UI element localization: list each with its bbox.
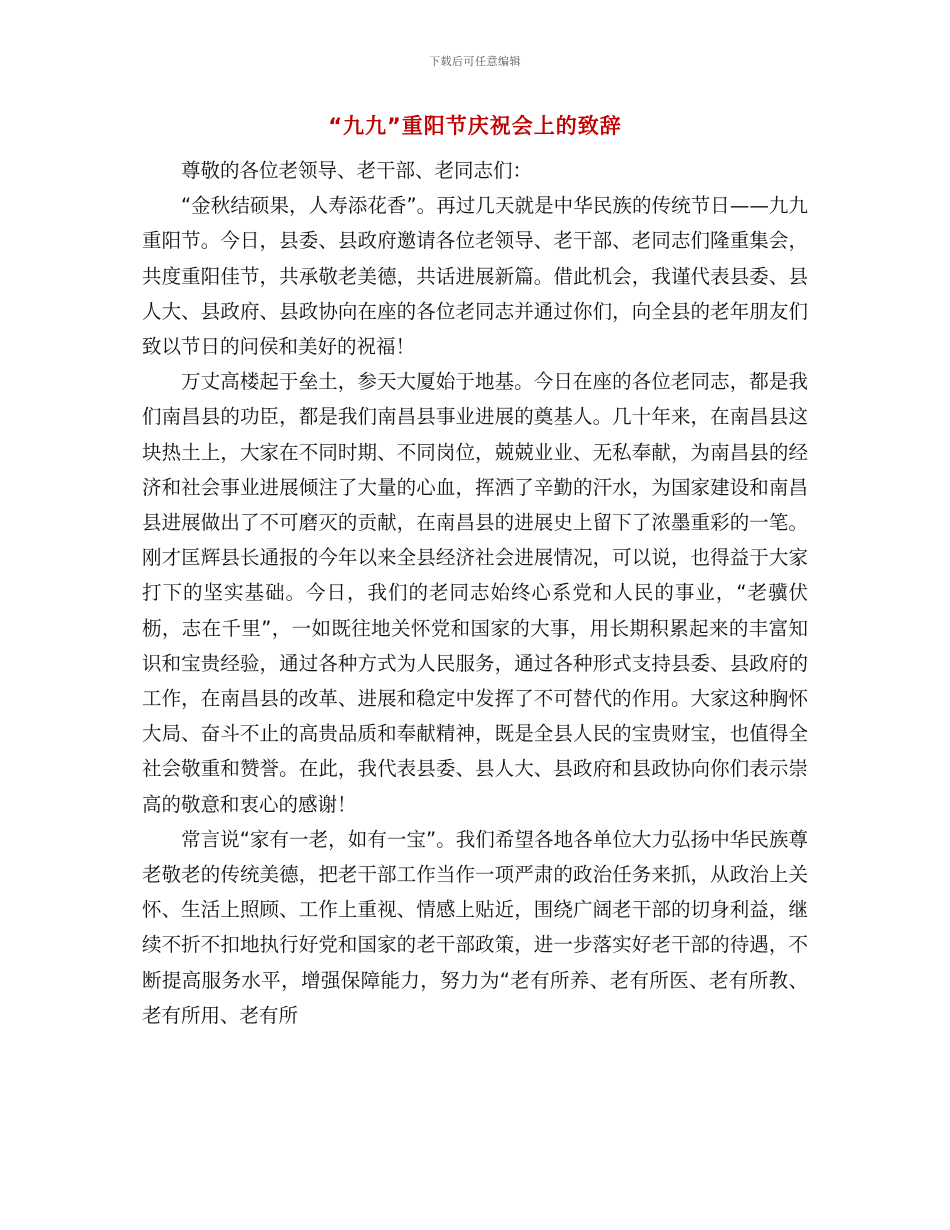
page-header-note: 下载后可任意编辑 [429,55,521,68]
paragraph-2: 万丈高楼起于垒土，参天大厦始于地基。今日在座的各位老同志，都是我们南昌县的功臣，都是我们南昌县事业进展的奠基人。几十年来，在南昌县这块热土上，大家在不同时期、不同岗位，兢兢业业、无私奉献，为南昌县的经济和社会事业进展倾注了大量的心血，挥洒了辛勤的汗水，为国家建设和南昌县进展做出了不可磨灭的贡献，在南昌县的进展史上留下了浓墨重彩的一笔。刚才匡辉县长通报的今年以来全县经济社会进展情况，可以说，也得益于大家打下的坚实基础。今日，我们的老同志始终心系党和人民的事业，“老骥伏枥，志在千里”，一如既往地关怀党和国家的大事，用长期积累起来的丰富知识和宝贵经验，通过各种方式为人民服务，通过各种形式支持县委、县政府的工作，在南昌县的改革、进展和稳定中发挥了不可替代的作用。大家这种胸怀大局、奋斗不止的高贵品质和奉献精神，既是全县人民的宝贵财宝，也值得全社会敬重和赞誉。在此，我代表县委、县人大、县政府和县政协向你们表示崇高的敬意和衷心的感谢！ [142,370,808,816]
salutation: 尊敬的各位老领导、老干部、老同志们： [181,159,533,182]
paragraph-1: “金秋结硕果，人寿添花香”。再过几天就是中华民族的传统节日——九九重阳节。今日，县委、县政府邀请各位老领导、老干部、老同志们隆重集会，共度重阳佳节，共承敬老美德，共话进展新篇。借此机会，我谨代表县委、县人大、县政府、县政协向在座的各位老同志并通过你们，向全县的老年朋友们致以节日的问侯和美好的祝福！ [142,194,808,359]
document-title: “九九”重阳节庆祝会上的致辞 [328,114,622,138]
document-body [142,153,808,1033]
paragraph-3: 常言说“家有一老，如有一宝”。我们希望各地各单位大力弘扬中华民族尊老敬老的传统美德，把老干部工作当作一项严肃的政治任务来抓，从政治上关怀、生活上照顾、工作上重视、情感上贴近，围绕广阔老干部的切身利益，继续不折不扣地执行好党和国家的老干部政策，进一步落实好老干部的待遇，不断提高服务水平，增强保障能力，努力为“老有所养、老有所医、老有所教、老有所用、老有所 [142,827,808,1027]
